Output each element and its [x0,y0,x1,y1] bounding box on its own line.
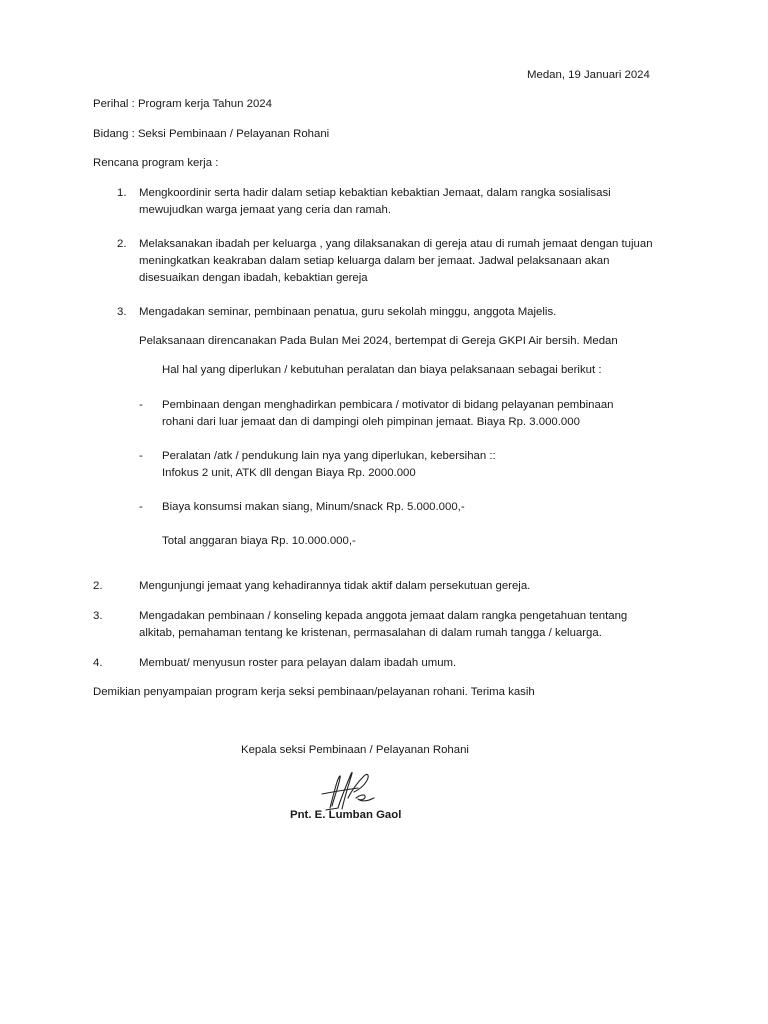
bidang-line: Bidang : Seksi Pembinaan / Pelayanan Rohani [93,128,330,140]
list-item-text: mewujudkan warga jemaat yang ceria dan ramah. [139,204,391,216]
bullet-mark: - [139,501,143,513]
signatory-name: Pnt. E. Lumban Gaol [290,809,402,821]
list-item-number: 4. [93,657,103,669]
signatory-title: Kepala seksi Pembinaan / Pelayanan Rohani [241,744,469,756]
pelaksanaan-text: Pelaksanaan direncanakan Pada Bulan Mei 2024, bertempat di Gereja GKPI Air bersih. Medan [139,335,618,347]
list-item-number: 2. [117,238,127,250]
list-item-number: 3. [93,610,103,622]
list-item-text: Mengunjungi jemaat yang kehadirannya tidak aktif dalam persekutuan gereja. [139,580,531,592]
list-item-number: 3. [117,306,127,318]
bullet-text: Biaya konsumsi makan siang, Minum/snack Rp. 5.000.000,- [162,501,465,513]
list-item-text: Mengadakan pembinaan / konseling kepada anggota jemaat dalam rangka pengetahuan tentang [139,610,628,622]
kebutuhan-text: Hal hal yang diperlukan / kebutuhan peralatan dan biaya pelaksanaan sebagai berikut : [162,364,602,376]
list-item-text: Mengadakan seminar, pembinaan penatua, guru sekolah minggu, anggota Majelis. [139,306,557,318]
list-item-text: alkitab, pemahaman tentang ke kristenan, permasalahan di dalam rumah tangga / keluarga. [139,627,602,639]
list-item-text: Melaksanakan ibadah per keluarga , yang dilaksanakan di gereja atau di rumah jemaat dengan tujuan [139,238,653,250]
list-item-text: Membuat/ menyusun roster para pelayan dalam ibadah umum. [139,657,457,669]
bullet-mark: - [139,450,143,462]
closing-text: Demikian penyampaian program kerja seksi pembinaan/pelayanan rohani. Terima kasih [93,686,535,698]
rencana-heading: Rencana program kerja : [93,157,219,169]
letter-date: Medan, 19 Januari 2024 [527,69,650,81]
list-item-text: disesuaikan dengan ibadah, kebaktian gereja [139,272,368,284]
bullet-mark: - [139,399,143,411]
bullet-text: Infokus 2 unit, ATK dll dengan Biaya Rp. 2000.000 [162,467,416,479]
bullet-text: rohani dari luar jemaat dan di dampingi oleh pimpinan jemaat. Biaya Rp. 3.000.000 [162,416,580,428]
bullet-text: Pembinaan dengan menghadirkan pembicara / motivator di bidang pelayanan pembinaan [162,399,614,411]
bullet-text: Peralatan /atk / pendukung lain nya yang diperlukan, kebersihan :: [162,450,496,462]
list-item-text: Mengkoordinir serta hadir dalam setiap kebaktian kebaktian Jemaat, dalam rangka sosialisasi [139,187,611,199]
perihal-line: Perihal : Program kerja Tahun 2024 [93,98,272,110]
total-budget: Total anggaran biaya Rp. 10.000.000,- [162,535,356,547]
list-item-text: meningkatkan keakraban dalam setiap keluarga dalam ber jemaat. Jadwal pelaksanaan akan [139,255,610,267]
list-item-number: 1. [117,187,127,199]
list-item-number: 2. [93,580,103,592]
